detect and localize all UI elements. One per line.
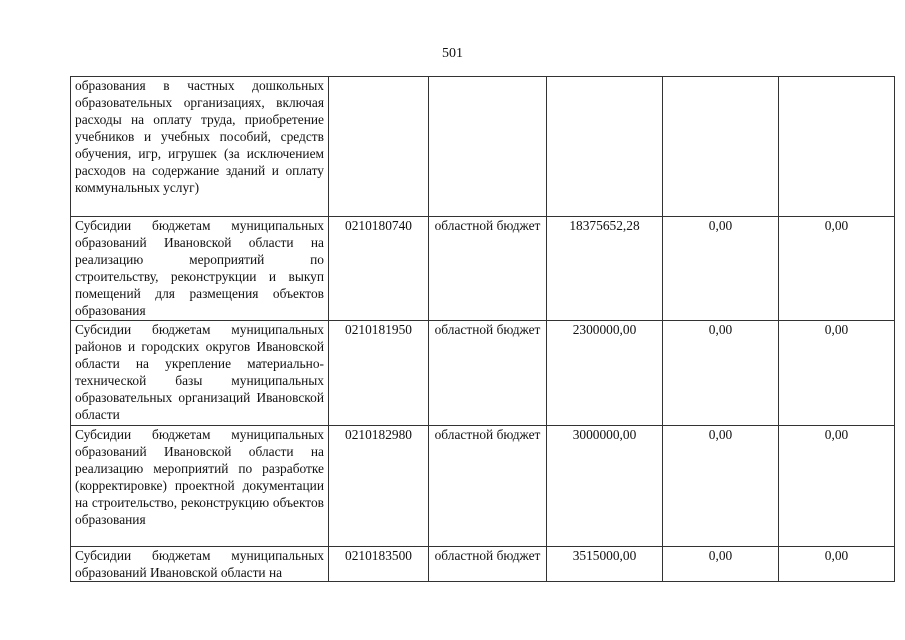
table-row xyxy=(71,321,895,426)
row-code-cell: 0210181950 xyxy=(329,321,429,426)
row-name-cell: Субсидии бюджетам муниципальных районов и городских округов Ивановской области на укрепление материально-технической базы муниципальных образовательных организаций Ивановской области xyxy=(71,321,329,426)
row-source-cell: областной бюджет xyxy=(429,321,547,426)
row-amount-2-cell: 0,00 xyxy=(663,217,779,321)
row-name-cell: Субсидии бюджетам муниципальных образований Ивановской области на реализацию мероприятий по строительству, реконструкции и выкуп помещений для размещения объектов образования xyxy=(71,217,329,321)
row-source-cell xyxy=(429,77,547,217)
row-amount-3-cell xyxy=(779,77,895,217)
row-name-cell: Субсидии бюджетам муниципальных образований Ивановской области на xyxy=(71,547,329,582)
row-amount-3-cell: 0,00 xyxy=(779,217,895,321)
row-amount-1-cell: 3515000,00 xyxy=(547,547,663,582)
row-code-cell: 0210180740 xyxy=(329,217,429,321)
row-source-cell: областной бюджет xyxy=(429,547,547,582)
row-amount-2-cell: 0,00 xyxy=(663,321,779,426)
row-amount-3-cell: 0,00 xyxy=(779,547,895,582)
row-amount-3-cell: 0,00 xyxy=(779,426,895,547)
row-code-cell xyxy=(329,77,429,217)
table-row xyxy=(71,547,895,582)
page-number: 501 xyxy=(442,46,463,61)
table-row xyxy=(71,426,895,547)
table-row xyxy=(71,217,895,321)
row-source-cell: областной бюджет xyxy=(429,217,547,321)
row-amount-1-cell: 2300000,00 xyxy=(547,321,663,426)
row-name-cell: образования в частных дошкольных образовательных организациях, включая расходы на оплату труда, приобретение учебников и учебных пособий, средств обучения, игр, игрушек (за исключением расходов на содержание зданий и оплату коммунальных услуг) xyxy=(71,77,329,217)
row-name-cell: Субсидии бюджетам муниципальных образований Ивановской области на реализацию мероприятий по разработке (корректировке) проектной документации на строительство, реконструкцию объектов образования xyxy=(71,426,329,547)
row-source-cell: областной бюджет xyxy=(429,426,547,547)
row-amount-1-cell xyxy=(547,77,663,217)
row-code-cell: 0210182980 xyxy=(329,426,429,547)
row-code-cell: 0210183500 xyxy=(329,547,429,582)
row-amount-1-cell: 3000000,00 xyxy=(547,426,663,547)
row-amount-2-cell: 0,00 xyxy=(663,547,779,582)
row-amount-1-cell: 18375652,28 xyxy=(547,217,663,321)
row-amount-2-cell xyxy=(663,77,779,217)
budget-table xyxy=(70,76,895,582)
table-row xyxy=(71,77,895,217)
row-amount-2-cell: 0,00 xyxy=(663,426,779,547)
row-amount-3-cell: 0,00 xyxy=(779,321,895,426)
